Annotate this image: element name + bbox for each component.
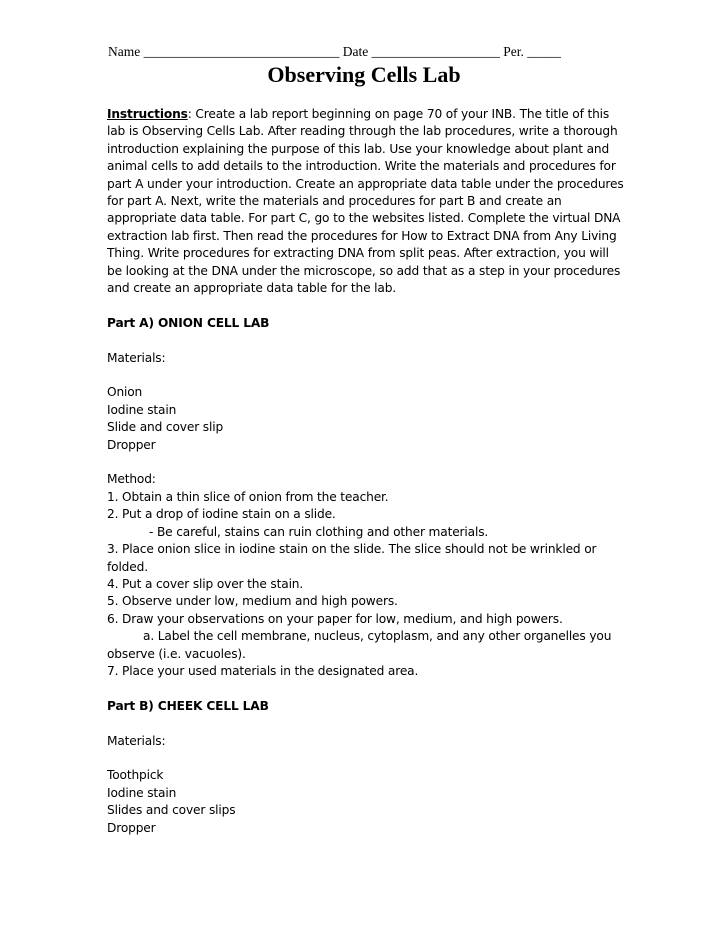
part-a-heading: Part A) ONION CELL LAB — [107, 315, 270, 330]
part-a-material-item: Slide and cover slip — [107, 420, 224, 435]
method-step: 6. Draw your observations on your paper for low, medium, and high powers. — [107, 611, 563, 626]
method-step: 3. Place onion slice in iodine stain on the slide. The slice should not be wrinkled or folded. — [107, 542, 597, 574]
method-step: 4. Put a cover slip over the stain. — [107, 576, 304, 591]
method-step: 7. Place your used materials in the designated area. — [107, 663, 419, 678]
part-b-heading: Part B) CHEEK CELL LAB — [107, 698, 269, 713]
name-date-period-line: Name _____________________________ Date ___________________ Per. _____ — [108, 44, 561, 59]
part-a-material-item: Dropper — [107, 437, 156, 452]
document-body — [107, 106, 627, 837]
part-b-material-item: Slides and cover slips — [107, 803, 236, 818]
part-b-material-item: Toothpick — [107, 768, 164, 783]
part-a-materials-label: Materials: — [107, 350, 166, 365]
part-b-material-item: Iodine stain — [107, 785, 177, 800]
part-a-material-item: Iodine stain — [107, 402, 177, 417]
instructions-text: : Create a lab report beginning on page 70 of your INB. The title of this lab is Observing Cells Lab. After reading through the lab procedures, write a thorough introduction explaining the purpose of this lab. Use your knowledge about plant and animal cells to add details to the introduction. Write the materials and procedures for part A under your introduction. Create an appropriate data table under the procedures for part A. Next, write the materials and procedures for part B and create an appropriate data table. For part C, go to the websites listed. Complete the virtual DNA extraction lab first. Then read the procedures for How to Extract DNA from Any Living Thing. Write procedures for extracting DNA from split peas. After extraction, you will be looking at the DNA under the microscope, so add that as a step in your procedures and create an appropriate data table for the lab. — [107, 107, 624, 296]
instructions-label: Instructions — [107, 107, 188, 121]
part-b-materials-label: Materials: — [107, 733, 166, 748]
method-step: 2. Put a drop of iodine stain on a slide. — [107, 507, 336, 522]
part-b-material-item: Dropper — [107, 820, 156, 835]
method-step: 5. Observe under low, medium and high powers. — [107, 594, 398, 609]
method-step-note: - Be careful, stains can ruin clothing and other materials. — [149, 524, 489, 539]
instructions-paragraph — [107, 106, 627, 297]
part-a-method-label: Method: — [107, 472, 156, 487]
page-title: Observing Cells Lab — [267, 62, 461, 87]
method-substep: a. Label the cell membrane, nucleus, cytoplasm, and any other organelles you — [143, 629, 612, 644]
method-substep-continued: observe (i.e. vacuoles). — [107, 646, 246, 661]
part-a-material-item: Onion — [107, 385, 143, 400]
method-step: 1. Obtain a thin slice of onion from the teacher. — [107, 489, 389, 504]
